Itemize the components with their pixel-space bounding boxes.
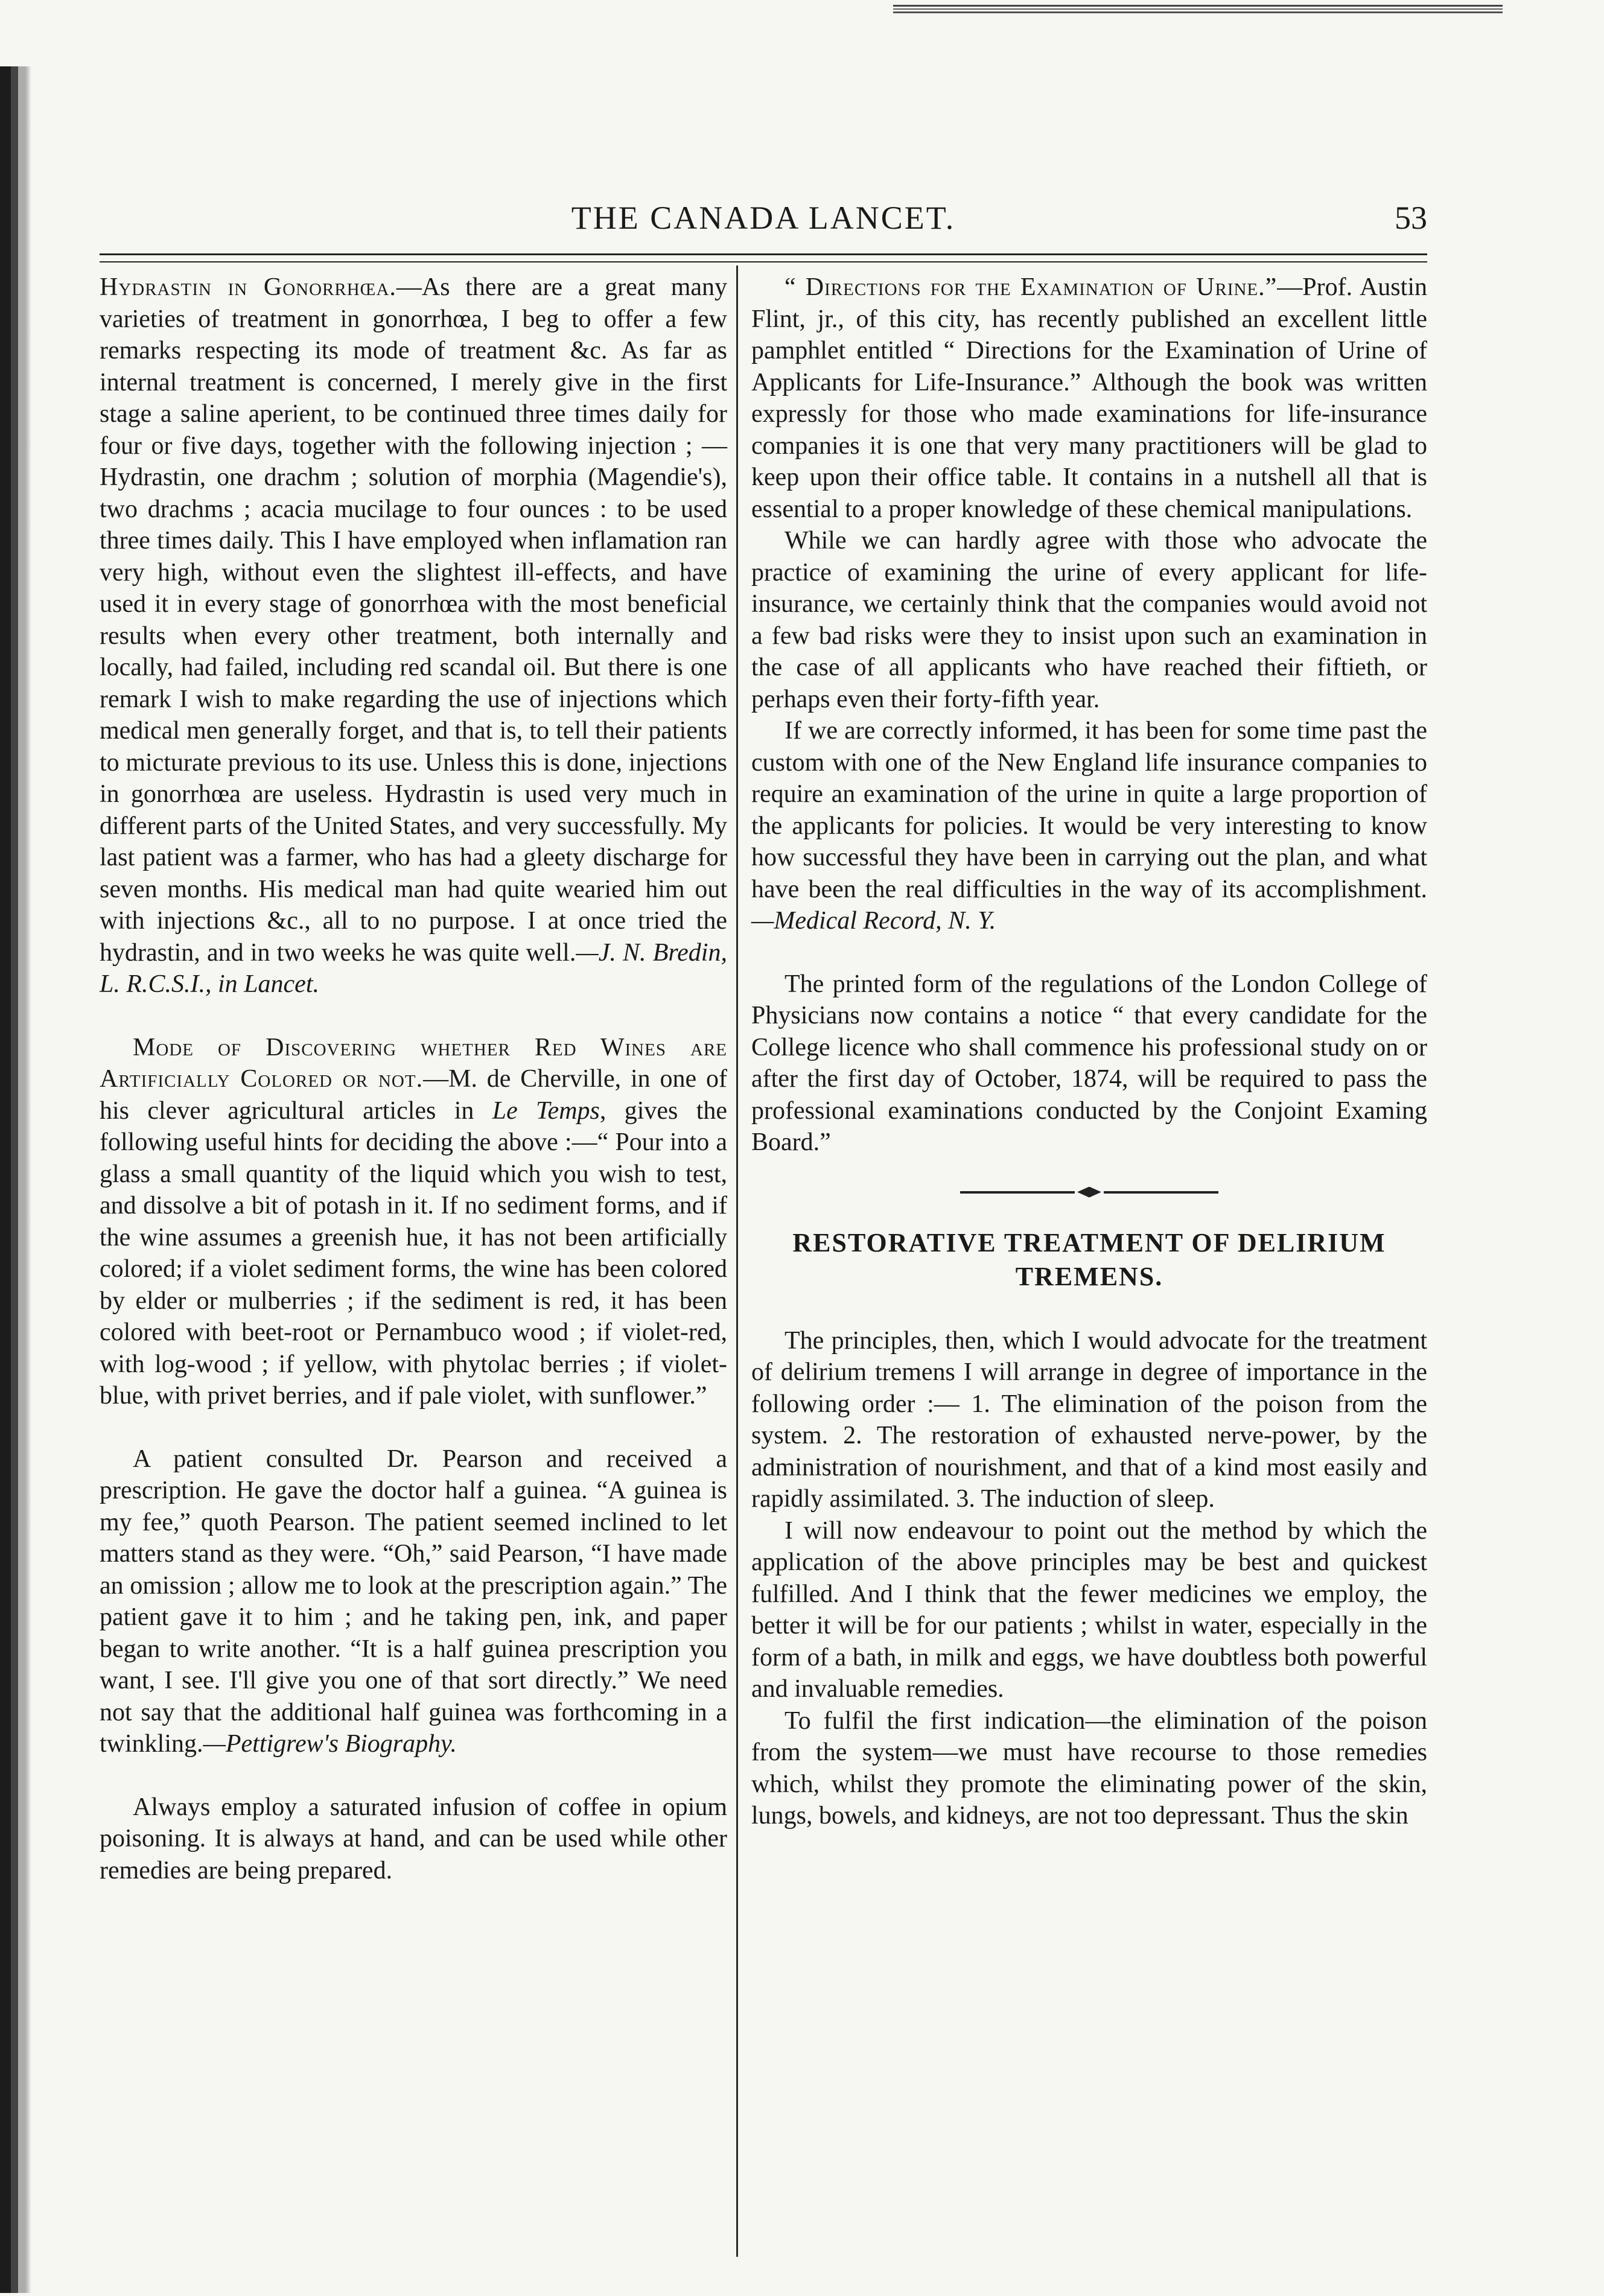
section-ornament — [751, 1174, 1427, 1210]
page-header — [100, 199, 1427, 247]
spacer — [751, 1294, 1427, 1325]
paragraph — [751, 715, 1427, 937]
paragraph: To fulfil the first indication—the elimination of the poison from the system—we must have recourse to those remedies which, whilst they promote the eliminating power of the skin, lungs, bowels, and kidneys, are not too depressant. Thus the skin — [751, 1706, 1427, 1830]
article-body: Always employ a saturated infusion of coffee in opium poisoning. It is always at hand, and can be used while other remedies are being prepared. — [100, 1793, 727, 1884]
article-body: —Prof. Austin Flint, jr., of this city, has recently published an excellent little pamphlet entitled “ Directions for the Examination of Urine of Applicants for Life-Insurance.” Although the book was written expressly for those who made examinations for life-insurance companies it is one that very many practitioners will be glad to keep upon their office table. It contains in a nutshell all that is essential to a proper knowledge of these chemical manipulations. — [751, 273, 1427, 523]
article-heading: Hydrastin in Gonorrhœa. — [100, 273, 396, 301]
left-column — [100, 272, 727, 1886]
paragraph: The principles, then, which I would advocate for the treatment of delirium tremens I will arrange in degree of importance in the following order :— 1. The elimination of the poison from the system. 2. The restoration of exhausted nerve-power, by the administration of nourishment, and that of a kind most easily and rapidly assimilated. 3. The induction of sleep. — [751, 1326, 1427, 1513]
section-heading: RESTORATIVE TREATMENT OF DELIRIUM TREMENS. — [792, 1227, 1386, 1291]
header-rule — [100, 253, 1427, 262]
article-heading: “ Directions for the Examination of Urine.” — [784, 273, 1278, 301]
binding-shadow — [0, 66, 31, 2293]
running-title: THE CANADA LANCET. — [571, 200, 956, 236]
article-college-regulations: The printed form of the regulations of the London College of Physicians now contains a notice “ that every candidate for the College licence who shall commence his professional study on or after the first day of October, 1874, will be required to pass the professional examinations conducted by the Conjoint Examing Board.” — [751, 970, 1427, 1156]
spacer — [100, 1412, 727, 1443]
spacer — [751, 1159, 1427, 1174]
article-heading: Mode of Discovering whether Red Wines are Artificially Colored or not. — [100, 1033, 727, 1093]
article-body: If we are correctly informed, it has been for some time past the custom with one of the New England life insurance companies to require an examination of the urine in quite a large proportion of the applicants for policies. It would be very interesting to know how successful they have been in carrying out the plan, and what have been the real difficulties in the way of its accomplishment. — [751, 717, 1427, 903]
spacer — [751, 1210, 1427, 1226]
spacer — [100, 1760, 727, 1792]
article-signoff: —Medical Record, N. Y. — [751, 907, 996, 935]
article-pearson — [100, 1443, 727, 1760]
right-column — [751, 272, 1427, 1832]
article-urine-directions — [751, 272, 1427, 525]
article-hydrastin — [100, 272, 727, 1000]
paragraph: While we can hardly agree with those who advocate the practice of examining the urine of every applicant for life-insurance, we certainly think that the companies would avoid not a few bad risks were they to insist upon such an examination in the case of all applicants who have reached their fiftieth, or perhaps even their forty-fifth year. — [751, 527, 1427, 713]
ornament-diamond — [1077, 1187, 1101, 1198]
article-body: , gives the following useful hints for deciding the above :—“ Pour into a glass a small quantity of the liquid which you wish to test, and dissolve a bit of potash in it. If no sediment forms, and if the wine assumes a greenish hue, it has not been artificially colored; if a violet sediment forms, the wine has been colored by elder or mulberries ; if the sediment is red, it has been colored with beet-root or Pernambuco wood ; if violet-red, with log-wood ; if yellow, with phytolac berries ; if violet-blue, with privet berries, and if pale violet, with sunflower.” — [100, 1096, 728, 1410]
spacer — [100, 1000, 727, 1032]
paragraph: I will now endeavour to point out the method by which the application of the above principles may be best and quickest fulfilled. And I think that the fewer medicines we employ, the better it will be for our patients ; whilst in water, especially in the form of a bath, in milk and eggs, we have doubtless both powerful and invaluable remedies. — [751, 1516, 1427, 1703]
article-coffee — [100, 1792, 727, 1887]
ornament-bar — [1104, 1191, 1218, 1194]
column-divider — [736, 266, 738, 2257]
article-body: —M. de Cherville, in one of his clever agricultural articles in — [100, 1065, 727, 1125]
spacer — [751, 937, 1427, 968]
article-signoff: —Pettigrew's Biography. — [203, 1730, 457, 1758]
page-number: 53 — [1395, 200, 1427, 236]
article-signoff: —J. N. Bredin, L. R.C.S.I., in Lancet. — [100, 938, 727, 998]
article-body: —As there are a great many varieties of treatment in gonorrhœa, I beg to offer a few remarks respecting its mode of treatment &c. As far as internal treatment is concerned, I merely give in the first stage a saline aperient, to be continued three times daily for four or five days, together with the following injection ; —Hydrastin, one drachm ; solution of morphia (Magendie's), two drachms ; acacia mucilage to four ounces : to be used three times daily. This I have employed when inflamation ran very high, without even the slightest ill-effects, and have used it in every stage of gonorrhœa with the most beneficial results when every other treatment, both internally and locally, had failed, including red scandal oil. But there is one remark I wish to make regarding the use of injections which medical men generally forget, and that is, to tell their patients to micturate previous to its use. Unless this is done, injections in gonorrhœa are useless. Hydrastin is used very much in different parts of the United States, and very successfully. My last patient was a farmer, who has had a gleety discharge for seven months. His medical man had quite wearied him out with injections &c., all to no purpose. I at once tried the hydrastin, and in two weeks he was quite well. — [100, 273, 728, 967]
article-body: A patient consulted Dr. Pearson and received a prescription. He gave the doctor half a guinea. “A guinea is my fee,” quoth Pearson. The patient seemed inclined to let matters stand as they were. “Oh,” said Pearson, “I have made an omission ; allow me to look at the prescription again.” The patient gave it to him ; and he taking pen, ink, and paper began to write another. “It is a half guinea prescription you want, I see. I'll give you one of that sort directly.” We need not say that the additional half guinea was forthcoming in a twinkling. — [100, 1445, 727, 1758]
ornament-bar — [960, 1191, 1075, 1194]
article-red-wines — [100, 1032, 727, 1412]
top-edge-rule — [893, 5, 1503, 13]
journal-name: Le Temps — [492, 1096, 600, 1125]
